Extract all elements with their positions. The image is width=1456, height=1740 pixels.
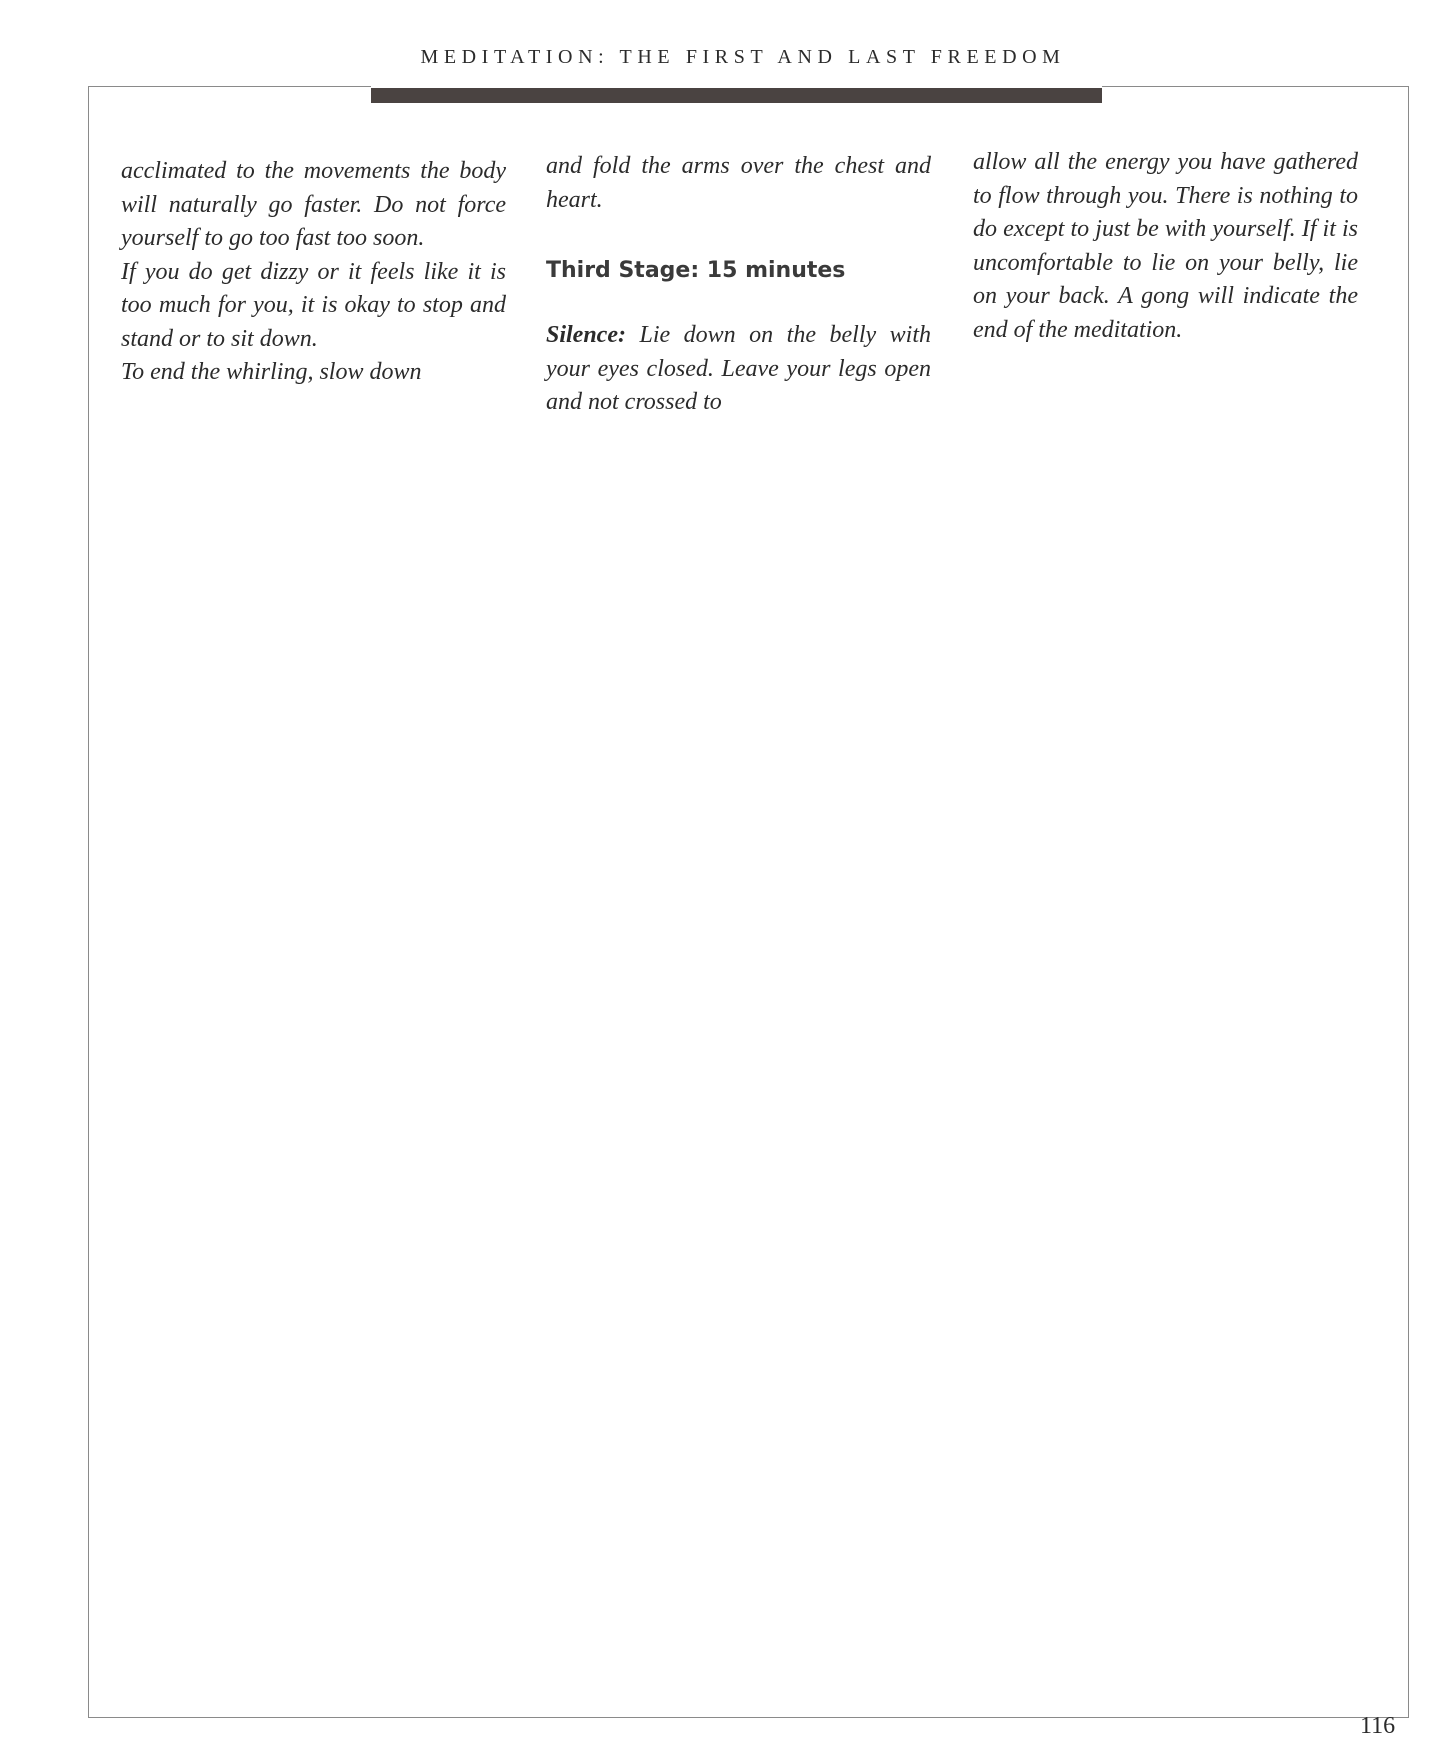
section-heading: Third Stage: 15 minutes xyxy=(546,258,846,283)
text-column-3 xyxy=(973,146,1358,347)
text-column-1 xyxy=(121,155,506,390)
paragraph: allow all the energy you have gathered to flow through you. There is nothing to do except to just be with yourself. If it is uncomfortable to lie on your belly, lie on your back. A gong will indicate the end of the meditation. xyxy=(973,149,1358,343)
paragraph: If you do get dizzy or it feels like it is too much for you, it is okay to stop and stand or to sit down. xyxy=(121,258,506,352)
running-head: MEDITATION: THE FIRST AND LAST FREEDOM xyxy=(420,46,1066,68)
paragraph-text: Lie down on the belly with your eyes closed. Leave your legs open and not crossed to xyxy=(546,322,931,415)
text-column-2 xyxy=(546,150,931,420)
page-number: 116 xyxy=(1360,1713,1396,1739)
header-rule-bar xyxy=(371,88,1102,103)
paragraph xyxy=(546,319,931,420)
paragraph: and fold the arms over the chest and heart. xyxy=(546,153,931,213)
paragraph: To end the whirling, slow down xyxy=(121,359,422,385)
term-label: Silence: xyxy=(546,322,626,348)
paragraph: acclimated to the movements the body will naturally go faster. Do not force yourself to go too fast too soon. xyxy=(121,158,506,251)
